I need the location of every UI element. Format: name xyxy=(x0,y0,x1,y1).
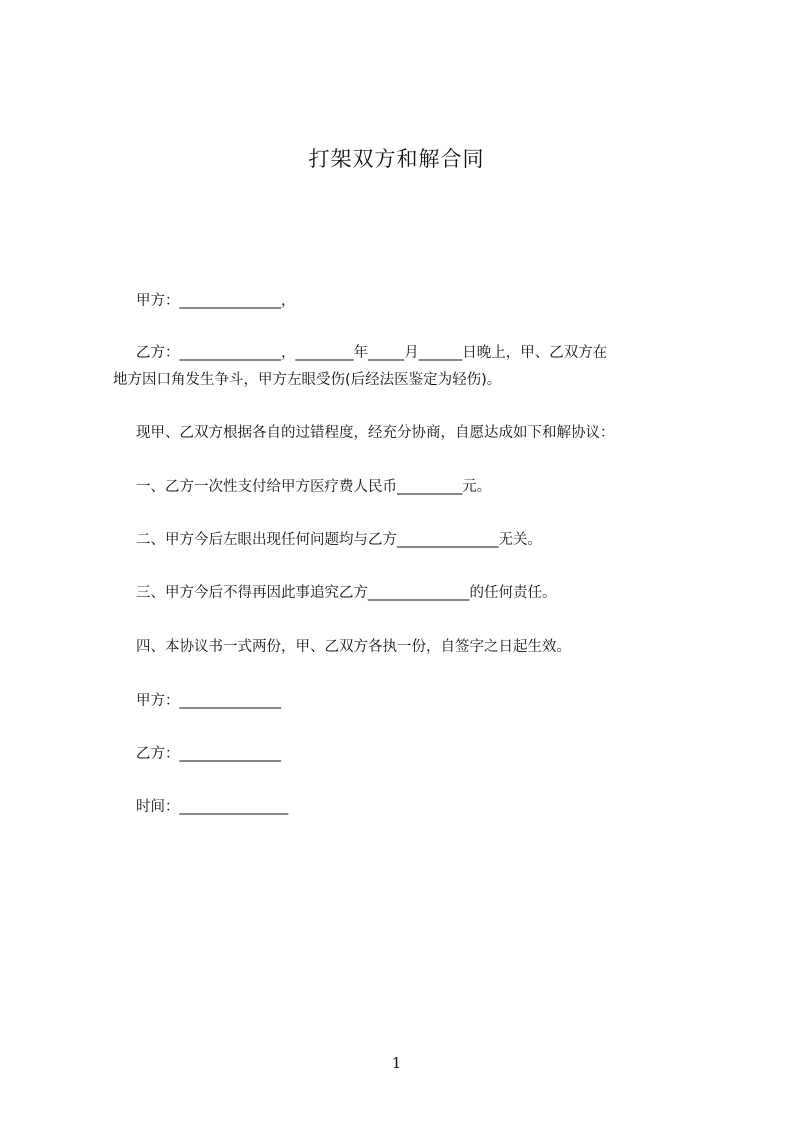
party-a-line: 甲方：______________， xyxy=(136,293,296,309)
page-number: 1 xyxy=(391,1054,402,1072)
party-b-line: 乙方：______________，________年_____月______日晚上，甲、乙双方在 xyxy=(136,345,608,361)
clause-1: 一、乙方一次性支付给甲方医疗费人民币_________元。 xyxy=(136,479,492,495)
signature-party-a: 甲方：______________ xyxy=(136,693,281,709)
incident-description: 地方因口角发生争斗，甲方左眼受伤(后经法医鉴定为轻伤)。 xyxy=(113,372,502,388)
clause-2: 二、甲方今后左眼出现任何问题均与乙方______________无关。 xyxy=(136,532,542,548)
agreement-intro: 现甲、乙双方根据各自的过错程度，经充分协商，自愿达成如下和解协议： xyxy=(136,425,615,441)
clause-4: 四、本协议书一式两份，甲、乙双方各执一份，自签字之日起生效。 xyxy=(136,639,571,655)
signature-date: 时间：_______________ xyxy=(136,799,289,815)
signature-party-b: 乙方：______________ xyxy=(136,746,281,762)
document-title: 打架双方和解合同 xyxy=(308,147,485,171)
clause-3: 三、甲方今后不得再因此事追究乙方______________的任何责任。 xyxy=(136,585,557,601)
